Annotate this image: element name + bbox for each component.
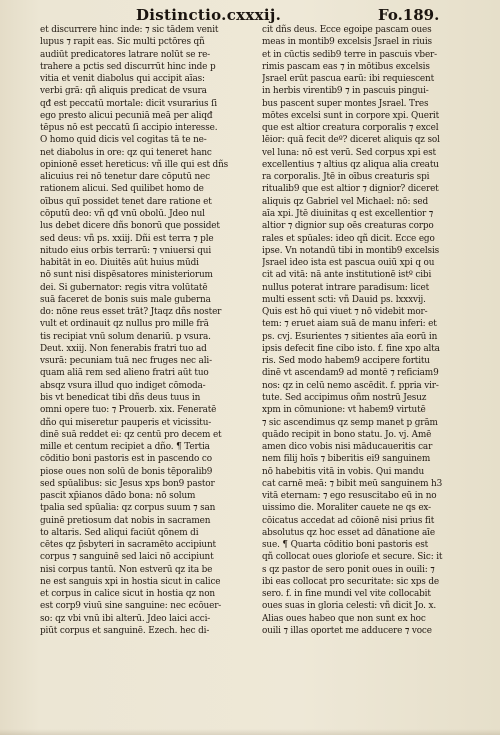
text-line: lēior: quā fecit deº? diceret aliquis qz sol: [262, 135, 440, 146]
text-line: dño qui miseretur pauperis et vicissitu-: [40, 417, 212, 428]
text-line: oues suas in gloria celesti: vñ dicit Jo. x.: [262, 601, 437, 612]
text-line: qđ est peccatū mortale: dicit vsurarius ſi: [40, 98, 217, 109]
text-line: oībus quī possidet tenet dare ratione et: [40, 196, 212, 207]
text-line: do: nōne reus esset trāt? Jtaqz dñs noster: [40, 307, 222, 318]
text-line: cētes qz p̄sbyteri in sacramēto accipiunt: [40, 540, 216, 551]
text-line: pascit xp̄ianos dādo bona: nō solum: [40, 491, 196, 502]
text-line: sed deus: vñ ps. xxiij. Dñi est terra ⁊ ple: [40, 233, 214, 244]
text-line: omni opere tuo: ⁊ Prouerb. xix. Feneratē: [40, 405, 217, 416]
text-line: mōtes excelsi sunt in corpore xpi. Querit: [262, 110, 440, 121]
text-line: que est altior creatura corporalis ⁊ excel: [262, 123, 439, 134]
text-line: aīa xpi. Jtē diuinitas q est excellentior ⁊: [262, 208, 434, 219]
text-line: opinionē esset hereticus: vñ ille qui est dñs: [40, 159, 229, 170]
text-line: vitā eternam: ⁊ ego resuscitabo eū in no: [262, 491, 437, 502]
text-line: ris. Sed modo habem9 accipere fortitu: [262, 356, 430, 367]
text-line: suā faceret de bonis suis male guberna: [40, 294, 211, 305]
text-line: nisi corpus tantū. Non estverū qz ita be: [40, 564, 213, 575]
text-line: Alias oues habeo que non sunt ex hoc: [262, 613, 426, 624]
text-line: tpalia sed spūalia: qz corpus suum ⁊ san: [40, 503, 216, 514]
text-line: so: qz vbi vnū ibi alterū. Jdeo laici acci-: [40, 613, 211, 624]
text-line: to altaris. Sed aliqui faciūt qōnem di: [40, 527, 199, 538]
text-line: qñ collocat oues glorioſe et secure. Sic: it: [262, 552, 443, 563]
text-line: vsurā: pecuniam tuā nec fruges nec ali-: [40, 356, 212, 367]
text-line: tem: ⁊ eruet aiam suā de manu inferi: et: [262, 319, 437, 330]
text-line: vel luna: nō est verū. Sed corpus xpi est: [262, 147, 436, 158]
text-line: vitia et venit diabolus qui accipit aīas:: [40, 74, 205, 85]
page-edge-shadow: [0, 729, 500, 735]
text-line: dinē vt ascendam9 ad montē ⁊ reficiam9: [262, 368, 439, 379]
text-line: lus debet dicere dñs bonorū que possidet: [40, 221, 220, 232]
text-line: corpus ⁊ sanguinē sed laici nō accipiunt: [40, 552, 214, 563]
text-line: nem filij hoīs ⁊ biberitis ei9 sanguinem: [262, 454, 431, 465]
text-line: Jsrael erūt pascua earū: ibi requiescent: [262, 74, 435, 85]
text-line: dei. Si gubernator: regis vitra volūtatē: [40, 282, 208, 293]
text-line: O homo quid dicis vel cogitas tā te ne-: [40, 135, 207, 146]
text-line: quādo recipit in bono statu. Jo. vj. Amē: [262, 429, 432, 440]
text-line: ps. cvj. Esurientes ⁊ sitientes aīa eorū in: [262, 331, 438, 342]
text-line: nō habebitis vitā in vobis. Qui mandu: [262, 466, 425, 477]
text-line: nos: qz in celū nemo ascēdit. f. ppria vir-: [262, 380, 439, 391]
text-line: rales et spūales: ideo qñ dicit. Ecce ego: [262, 233, 435, 244]
text-line: nō sunt nisi dispēsatores ministeriorum: [40, 270, 213, 281]
text-line: habitāt in eo. Diuitēs aūt huius mūdi: [40, 258, 199, 269]
text-line: tēpus nō est peccatū ſi accipio interesse.: [40, 123, 218, 134]
text-line: cit dñs deus. Ecce egoipe pascam oues: [262, 25, 432, 35]
text-line: multi essent scti: vñ Dauid ps. lxxxvij.: [262, 294, 426, 305]
text-line: verbi grā: qñ aliquis predicat de vsura: [40, 86, 207, 97]
text-line: cōditio boni pastoris est in pascendo co: [40, 454, 212, 465]
text-line: ra corporalis. Jtē in oībus creaturis spi: [262, 172, 430, 183]
text-line: et corpus in calice sicut in hostia qz non: [40, 589, 215, 600]
text-line: nitudo eius orbis terrarū: ⁊ vniuersi qui: [40, 245, 212, 256]
text-line: absqz vsura illud quo indiget cōmoda-: [40, 380, 206, 391]
text-line: sue. ¶ Quarta cōditio boni pastoris est: [262, 540, 429, 551]
text-line: net diabolus in ore: qz qui teneret hanc: [40, 147, 212, 158]
text-line: piose oues non solū de bonis tēporalib9: [40, 466, 213, 477]
text-line: ego presto alicui pecuniā meā per aliqđ: [40, 110, 213, 121]
text-line: vult et ordinauit qz nullus pro mille frā: [40, 319, 209, 330]
text-line: ipse. Vn notandū tibi in montib9 excelsis: [262, 245, 440, 256]
text-line: meas in montib9 excelsis Jsrael in riuis: [262, 37, 432, 48]
text-line: sero. f. in fine mundi vel vite collocabit: [262, 589, 431, 600]
text-line: ⁊ sic ascendimus qz semp manet p grām: [262, 417, 438, 428]
text-line: Quis est hō qui viuet ⁊ nō videbit mor-: [262, 307, 428, 318]
text-line: guinē pretiosum dat nobis in sacramen: [40, 515, 211, 526]
text-line: nullus poterat intrare paradisum: licet: [262, 282, 430, 293]
text-line: bus pascent super montes Jsrael. Tres: [262, 98, 429, 109]
text-line: ne est sanguis xpi in hostia sicut in calice: [40, 576, 221, 587]
text-line: quam aliā rem sed alieno fratri aūt tuo: [40, 368, 209, 379]
text-line: s qz pastor de sero ponit oues in ouili: ⁊: [262, 564, 435, 575]
text-line: sed spūalibus: sic Jesus xps bon9 pastor: [40, 478, 215, 489]
text-line: xpm in cōmunione: vt habem9 virtutē: [262, 405, 426, 416]
text-line: et discurrere hinc inde: ⁊ sic tādem venit: [40, 25, 219, 35]
text-line: tis recipiat vnū solum denariū. p vsura.: [40, 331, 211, 342]
text-line: rationem alicui. Sed quilibet homo de: [40, 184, 204, 195]
text-line: altior ⁊ dignior sup oēs creaturas corpo: [262, 221, 434, 232]
text-line: cit ad vitā: nā ante institutionē istº cibi: [262, 270, 432, 281]
right-text-column: [262, 24, 475, 637]
text-line: Jsrael ideo ista est pascua ouiū xpi q ou: [262, 258, 435, 269]
text-line: ipsis defecit fine cibo isto. f. fine xpo alta: [262, 343, 440, 354]
folio-number: Fo.189.: [378, 6, 440, 24]
text-line: uissimo die. Moraliter cauete ne qs ex-: [262, 503, 431, 514]
text-line: ibi eas collocat pro securitate: sic xps de: [262, 576, 439, 587]
text-line: Deut. xxiij. Non fenerabis fratri tuo ad: [40, 343, 207, 354]
text-line: absolutus qz hoc esset ad dānatione aīe: [262, 527, 435, 538]
text-line: ouili ⁊ illas oportet me adducere ⁊ voce: [262, 626, 432, 637]
text-line: est corp9 viuū sine sanguine: nec ecōuer-: [40, 601, 222, 612]
text-line: piūt corpus et sanguinē. Ezech. hec di-: [40, 626, 210, 637]
text-line: amen dico vobis nisi māducaueritis car: [262, 442, 433, 453]
text-line: aliquis qz Gabriel vel Michael: nō: sed: [262, 196, 429, 207]
text-line: alicuius rei nō tenetur dare cōputū nec: [40, 172, 210, 183]
text-line: lupus ⁊ rapit eas. Sic multi pctōres qñ: [40, 37, 205, 48]
text-line: cōicatus accedat ad cōionē nisi prius fit: [262, 515, 435, 526]
text-line: cōputū deo: vñ qđ vnū obolū. Jdeo nul: [40, 208, 205, 219]
text-line: cat carnē meā: ⁊ bibit meū sanguinem h3: [262, 478, 443, 489]
page-header: [0, 4, 500, 26]
text-line: dinē suā reddet ei: qz centū pro decem et: [40, 429, 222, 440]
left-text-column: [40, 24, 255, 637]
running-title: Distinctio.cxxxij.: [136, 6, 282, 24]
text-line: audiūt predicatores latrare nolūt se re-: [40, 49, 211, 60]
text-line: bis vt benedicat tibi dñs deus tuus in: [40, 392, 201, 403]
text-line: trahere a pctis sed discurrūt hinc inde p: [40, 61, 216, 72]
text-line: rimis pascam eas ⁊ in mōtibus excelsis: [262, 61, 430, 72]
text-line: et in cūctis sedib9 terre in pascuis vber-: [262, 49, 437, 60]
text-line: in herbis virentib9 ⁊ in pascuis pingui-: [262, 86, 429, 97]
text-line: tute. Sed accipimus oñm nostrū Jesuz: [262, 392, 427, 403]
text-line: mille et centum recipiet a dño. ¶ Tertia: [40, 442, 210, 453]
text-line: ritualib9 que est altior ⁊ dignior? diceret: [262, 184, 439, 195]
text-line: excellentius ⁊ altius qz aliqua alia creatu: [262, 159, 439, 170]
